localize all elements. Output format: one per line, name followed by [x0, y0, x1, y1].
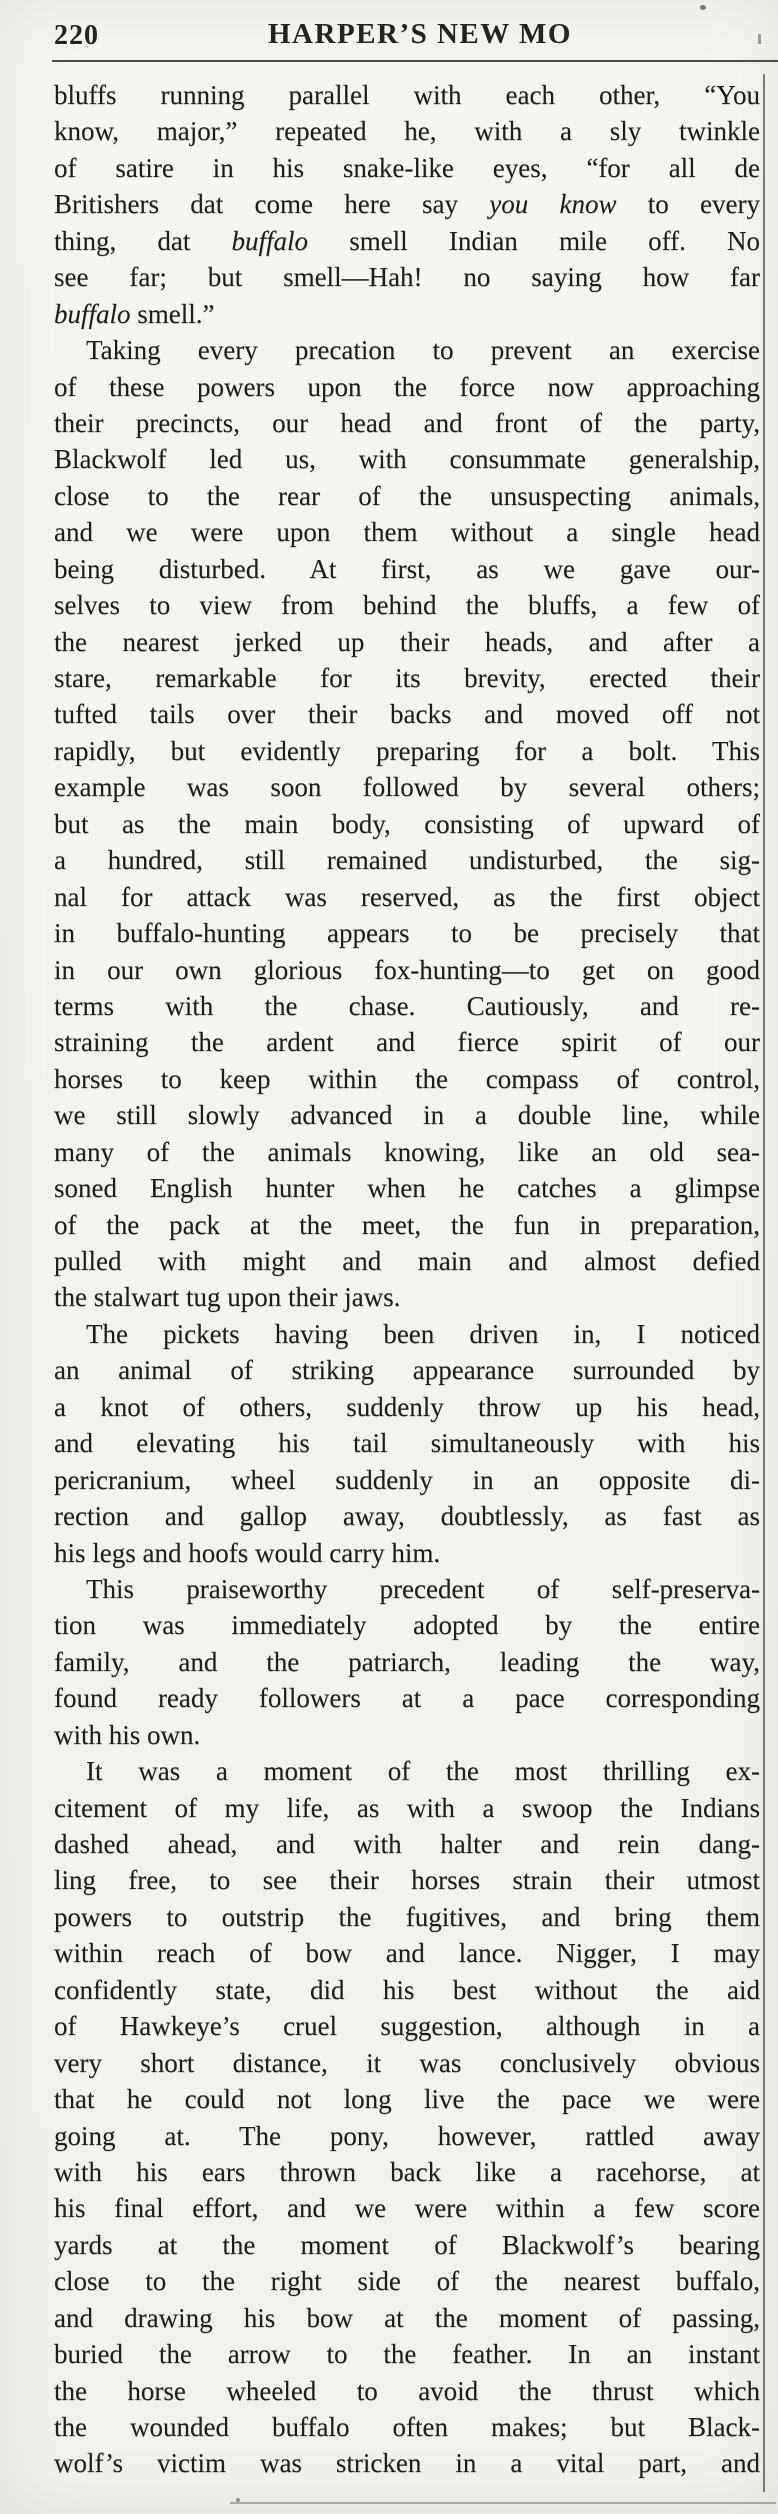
text-line: the nearest jerked up their heads, and after a [54, 626, 760, 657]
text-line: his legs and hoofs would carry him. [54, 1537, 441, 1568]
text-line: but as the main body, consisting of upward of [54, 808, 760, 839]
text-line: that he could not long live the pace we were [54, 2084, 760, 2115]
text-line: close to the right side of the nearest buffalo, [54, 2266, 760, 2297]
text-line: wolf’s victim was stricken in a vital part, and [54, 2448, 760, 2479]
text-line: and we were upon them without a single head [54, 517, 760, 548]
text-line: a hundred, still remained undisturbed, the sig- [54, 845, 760, 876]
text-line: and drawing his bow at the moment of passing, [54, 2302, 760, 2333]
page-header [0, 0, 778, 62]
text-line: see far; but smell—Hah! no saying how far [54, 262, 760, 293]
text-line: pulled with might and main and almost defied [54, 1246, 760, 1276]
text-line: very short distance, it was conclusively obvious [54, 2047, 760, 2078]
paragraph [54, 1316, 760, 1571]
text-line: tion was immediately adopted by the entire [54, 1610, 760, 1641]
text-line: found ready followers at a pace corresponding [54, 1683, 760, 1714]
text-line: The pickets having been driven in, I noticed [86, 1318, 760, 1349]
text-line: of these powers upon the force now approaching [54, 371, 760, 402]
text-line: Britishers dat come here say you know to every [54, 189, 760, 220]
text-line: in buffalo-hunting appears to be precisely that [54, 918, 760, 949]
text-line: of the pack at the meet, the fun in preparation, [54, 1209, 760, 1240]
text-line: his final effort, and we were within a few score [54, 2193, 760, 2224]
journal-title: HARPER’S NEW MO [268, 18, 572, 50]
text-line: buried the arrow to the feather. In an instant [54, 2339, 760, 2370]
text-line: selves to view from behind the bluffs, a few of [54, 590, 760, 621]
paragraph [54, 77, 760, 332]
paragraph [54, 332, 760, 1316]
text-line: know, major,” repeated he, with a sly twinkle [54, 116, 760, 147]
text-line: going at. The pony, however, rattled away [54, 2120, 760, 2151]
text-line: citement of my life, as with a swoop the Indians [54, 1792, 760, 1823]
text-line: This praiseworthy precedent of self-preserva- [86, 1573, 760, 1604]
text-line: pericranium, wheel suddenly in an opposite di- [54, 1464, 760, 1495]
text-line: the horse wheeled to avoid the thrust which [54, 2375, 760, 2406]
text-line: tufted tails over their backs and moved off not [54, 699, 760, 730]
text-line: many of the animals knowing, like an old sea- [54, 1136, 760, 1167]
text-line: powers to outstrip the fugitives, and bring them [54, 1901, 760, 1932]
text-line: and elevating his tail simultaneously with his [54, 1428, 760, 1459]
text-line: we still slowly advanced in a double line, while [54, 1100, 760, 1131]
text-line: rection and gallop away, doubtlessly, as fast as [54, 1501, 760, 1532]
scan-artifact-speck [236, 2498, 240, 2502]
text-line: being disturbed. At first, as we gave our- [54, 553, 760, 584]
text-line: buffalo smell.” [54, 298, 215, 329]
text-line: horses to keep within the compass of control, [54, 1063, 760, 1094]
text-line: a knot of others, suddenly throw up his head, [54, 1391, 760, 1422]
header-rule [52, 60, 778, 62]
text-line: within reach of bow and lance. Nigger, I may [54, 1938, 760, 1969]
text-line: Blackwolf led us, with consummate generalship, [54, 444, 760, 475]
text-line: with his own. [54, 1719, 201, 1750]
text-line: soned English hunter when he catches a glimpse [54, 1173, 760, 1204]
text-line: straining the ardent and fierce spirit of our [54, 1027, 760, 1058]
text-line: an animal of striking appearance surrounded by [54, 1355, 760, 1386]
text-line: It was a moment of the most thrilling ex- [86, 1756, 760, 1787]
page-number: 220 [54, 20, 99, 51]
text-line: in our own glorious fox-hunting—to get on good [54, 954, 760, 985]
text-line: of satire in his snake-like eyes, “for all de [54, 152, 760, 183]
text-line: thing, dat buffalo smell Indian mile off. No [54, 225, 760, 256]
text-line: ling free, to see their horses strain their utmost [54, 1865, 760, 1896]
text-line: of Hawkeye’s cruel suggestion, although in a [54, 2011, 760, 2042]
paragraph [54, 1753, 760, 2482]
text-line: nal for attack was reserved, as the first object [54, 881, 760, 912]
text-line: the wounded buffalo often makes; but Black- [54, 2412, 760, 2442]
text-line: rapidly, but evidently preparing for a bolt. This [54, 735, 760, 766]
text-line: terms with the chase. Cautiously, and re- [54, 990, 760, 1021]
text-line: example was soon followed by several others; [54, 772, 760, 803]
text-line: the stalwart tug upon their jaws. [54, 1282, 401, 1313]
text-line: their precincts, our head and front of the party, [54, 407, 760, 438]
text-line: close to the rear of the unsuspecting animals, [54, 480, 760, 511]
paragraph [54, 1571, 760, 1753]
scan-artifact-bottom-rule [230, 2502, 776, 2504]
text-line: bluffs running parallel with each other, “You [54, 80, 760, 110]
text-line: with his ears thrown back like a racehorse, at [54, 2156, 760, 2187]
text-line: confidently state, did his best without the aid [54, 1974, 760, 2005]
text-line: Taking every precation to prevent an exercise [86, 335, 760, 366]
text-line: stare, remarkable for its brevity, erected their [54, 663, 760, 693]
column-divider-rule [763, 74, 765, 2492]
page-body [54, 77, 760, 2482]
text-line: yards at the moment of Blackwolf’s bearing [54, 2229, 760, 2260]
text-line: dashed ahead, and with halter and rein dang- [54, 1829, 760, 1859]
text-line: family, and the patriarch, leading the way, [54, 1646, 760, 1677]
